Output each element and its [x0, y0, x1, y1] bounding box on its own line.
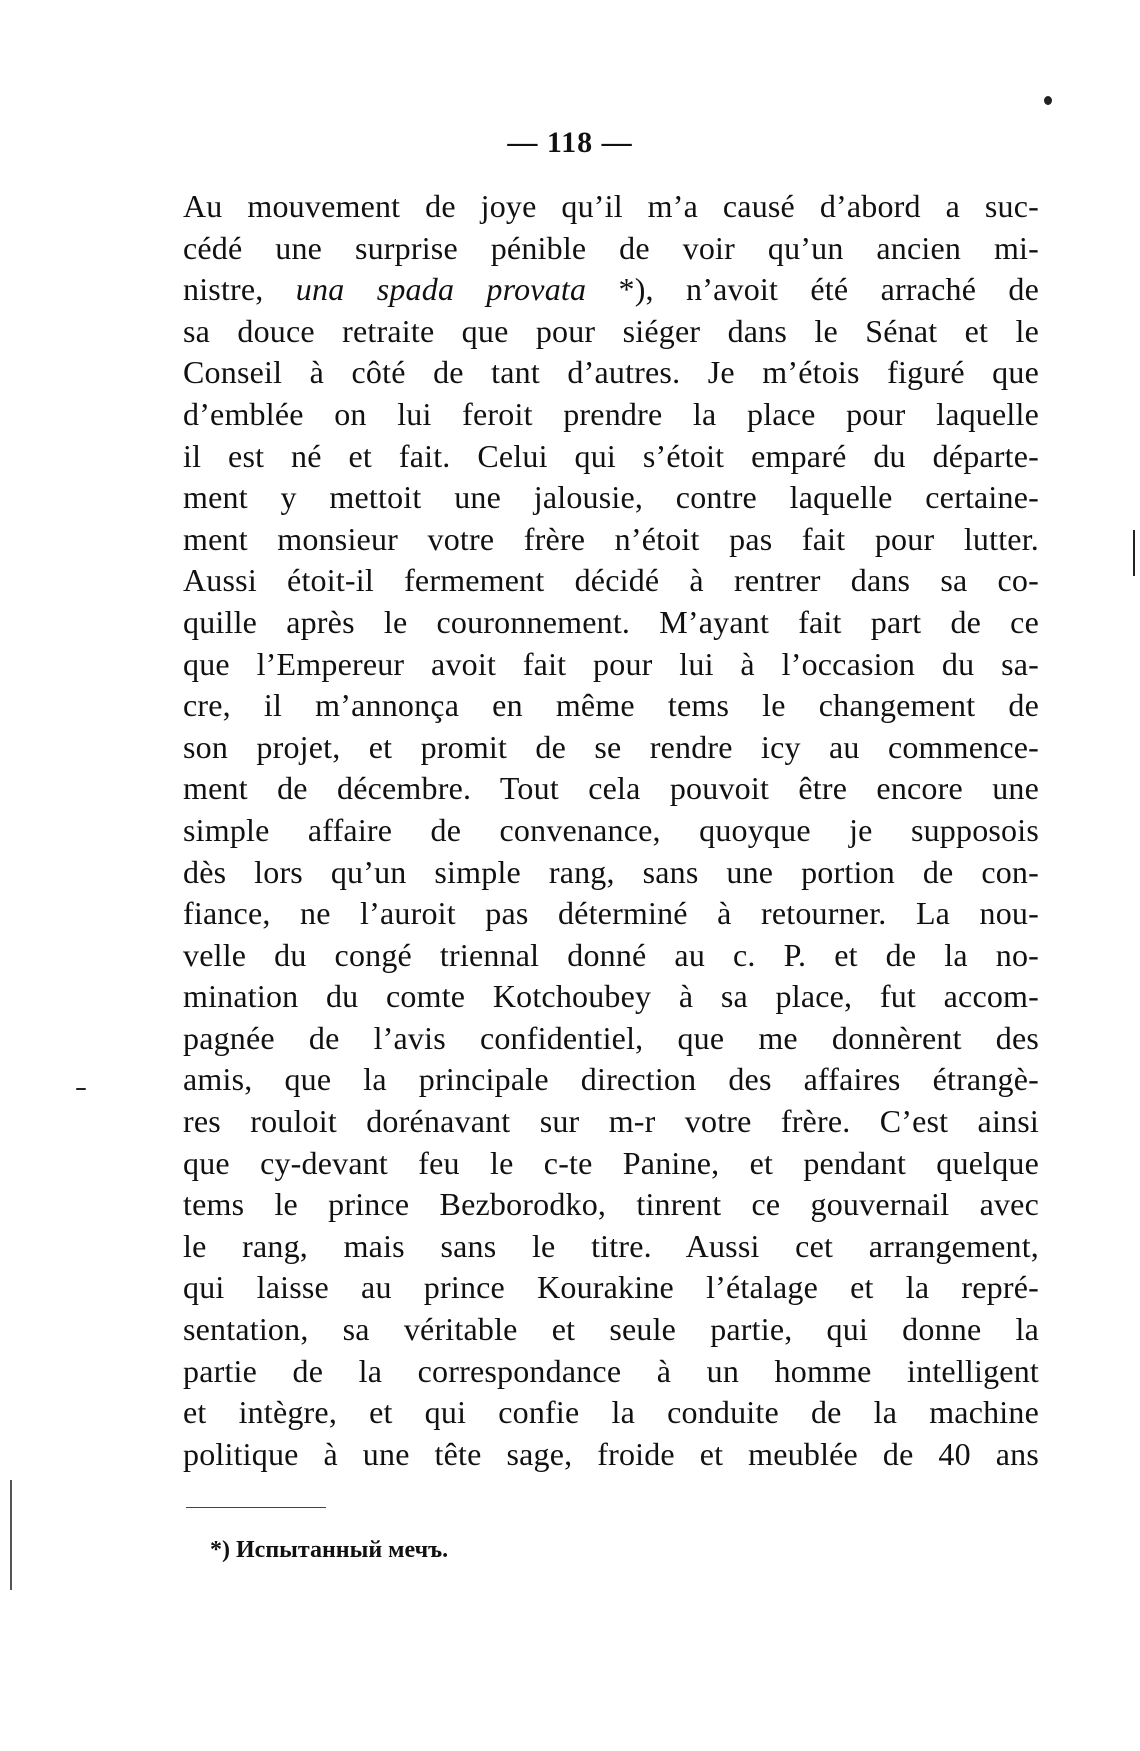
- text-line: partie de la correspondance à un homme intelligent: [183, 1352, 1039, 1389]
- text-line: sa douce retraite que pour siéger dans le Sénat et le: [183, 312, 1039, 349]
- text-line: politique à une tête sage, froide et meublée de 40 ans: [183, 1435, 1039, 1472]
- text-line: cre, il m’annonça en même tems le changement de: [183, 687, 1039, 724]
- scan-speck: [1044, 96, 1052, 105]
- text-line: et intègre, et qui confie la conduite de la machine: [183, 1394, 1039, 1431]
- text-line: ment de décembre. Tout cela pouvoit être encore une: [183, 770, 1039, 807]
- text-line: d’emblée on lui feroit prendre la place pour laquelle: [183, 395, 1039, 432]
- page-number: — 118 —: [507, 126, 633, 159]
- text-line: le rang, mais sans le titre. Aussi cet arrangement,: [183, 1227, 1039, 1264]
- scan-speck: [10, 1480, 12, 1590]
- scan-speck: [76, 1088, 86, 1090]
- text-line: qui laisse au prince Kourakine l’étalage et la repré-: [183, 1269, 1039, 1306]
- text-line: tems le prince Bezborodko, tinrent ce gouvernail avec: [183, 1186, 1039, 1223]
- text-line: cédé une surprise pénible de voir qu’un ancien mi-: [183, 229, 1039, 266]
- text-line: mination du comte Kotchoubey à sa place, fut accom-: [183, 978, 1039, 1015]
- scan-speck: [1133, 530, 1135, 576]
- text-line: fiance, ne l’auroit pas déterminé à retourner. La nou-: [183, 895, 1039, 932]
- text-line: res rouloit dorénavant sur m-r votre frère. C’est ainsi: [183, 1103, 1039, 1140]
- text-line: velle du congé triennal donné au c. P. et de la no-: [183, 936, 1039, 973]
- text-line: il est né et fait. Celui qui s’étoit emparé du départe-: [183, 437, 1039, 474]
- text-line: ment y mettoit une jalousie, contre laquelle certaine-: [183, 479, 1039, 516]
- text-line: Aussi étoit-il fermement décidé à rentrer dans sa co-: [183, 562, 1039, 599]
- line-suffix: *), n’avoit été arraché de: [586, 271, 1039, 308]
- footnote: *) Испытанный мечъ.: [210, 1537, 449, 1563]
- text-line: que cy-devant feu le c-te Panine, et pendant quelque: [183, 1144, 1039, 1181]
- text-line: sentation, sa véritable et seule partie, qui donne la: [183, 1311, 1039, 1348]
- text-line: que l’Empereur avoit fait pour lui à l’occasion du sa-: [183, 645, 1039, 682]
- text-line: ment monsieur votre frère n’étoit pas fait pour lutter.: [183, 520, 1039, 557]
- text-line: son projet, et promit de se rendre icy au commence-: [183, 728, 1039, 765]
- text-line: Au mouvement de joye qu’il m’a causé d’abord a suc-: [183, 188, 1039, 224]
- text-line: pagnée de l’avis confidentiel, que me donnèrent des: [183, 1019, 1039, 1056]
- line-prefix: nistre,: [183, 271, 296, 308]
- text-line: quille après le couronnement. M’ayant fait part de ce: [183, 603, 1039, 640]
- text-line: simple affaire de convenance, quoyque je supposois: [183, 811, 1039, 848]
- text-line: amis, que la principale direction des affaires étrangè-: [183, 1061, 1039, 1098]
- body-text: [183, 186, 1039, 1475]
- footnote-divider: [186, 1507, 326, 1508]
- text-line: dès lors qu’un simple rang, sans une portion de con-: [183, 853, 1039, 890]
- text-line: Conseil à côté de tant d’autres. Je m’étois figuré que: [183, 354, 1039, 391]
- italic-phrase: una spada provata: [295, 271, 587, 308]
- text-line-with-italic: [183, 269, 1039, 311]
